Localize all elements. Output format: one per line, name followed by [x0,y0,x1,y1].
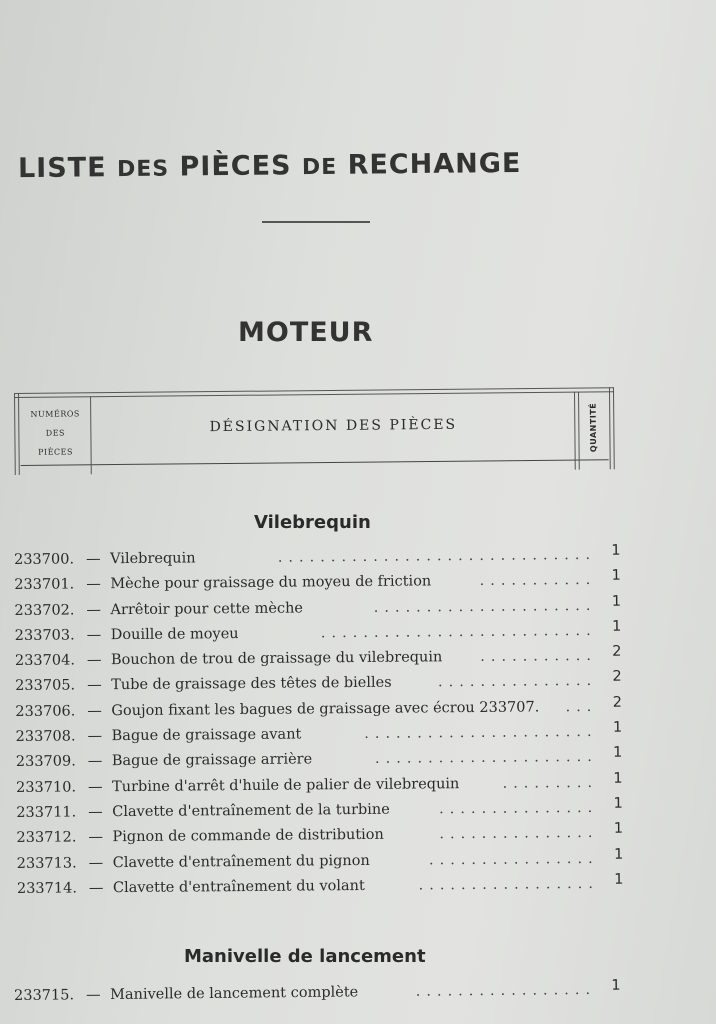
part-quantity: 1 [613,795,623,812]
leader-dots: .............................. [277,546,597,566]
leader-dots: ......... [502,774,599,792]
leader-dots: ................. [418,875,599,894]
part-name: Bague de graissage avant [111,726,302,745]
part-dash: — [86,576,101,593]
part-row [14,977,626,1014]
table-header [14,387,615,475]
leader-dots: ............... [437,673,598,691]
leader-dots: .......................... [320,622,597,642]
part-dash: — [85,987,101,1004]
header-designation-column: DÉSIGNATION DES PIÈCES [209,416,458,436]
part-dash: — [87,677,102,694]
header-bottom-border [21,459,609,466]
part-quantity: 2 [612,669,622,686]
part-name: Tube de graissage des têtes de bielles [111,675,392,694]
part-dash: — [87,728,103,745]
leader-dots: ........... [480,648,598,666]
part-quantity: 1 [613,820,624,838]
header-column-separator [574,392,580,470]
part-number: 233714. [16,880,77,897]
title-word-5: RECHANGE [347,147,522,181]
header-right-border [609,387,615,469]
part-name: Arrêtoir pour cette mèche [110,600,304,618]
part-name: Bouchon de trou de graissage du vilebrequin [110,649,443,669]
title-word-3: PIÈCES [179,150,292,183]
leader-dots: ...................... [364,723,598,743]
part-dash: — [85,551,101,568]
section-heading: MOTEUR [238,317,374,348]
parts-list-vilebrequin [14,542,629,906]
part-number: 233706. [15,703,76,720]
part-dash: — [88,880,104,897]
part-quantity: 1 [611,977,621,994]
part-quantity: 1 [613,846,624,863]
part-number: 233709. [15,753,76,771]
part-name: Pignon de commande de distribution [112,827,384,846]
part-number: 233711. [16,804,77,821]
header-quantite-label: QUANTITÉ [588,402,599,453]
part-dash: — [86,601,102,618]
part-name: Clavette d'entraînement de la turbine [112,801,390,821]
part-number: 233705. [15,677,76,695]
part-number: 233712. [16,829,77,847]
part-dash: — [86,627,102,644]
part-number: 233713. [16,855,77,872]
part-name: Turbine d'arrêt d'huile de palier de vilebrequin [111,775,460,795]
header-numeros-line: PIÈCES [38,447,74,457]
leader-dots: ................ [428,850,599,868]
title-divider [262,221,370,223]
leader-dots: ................. [415,981,597,1000]
header-left-border [14,393,20,475]
group-heading-manivelle: Manivelle de lancement [184,946,426,967]
leader-dots: ..................... [373,597,597,616]
part-quantity: 1 [614,871,624,888]
part-quantity: 1 [611,542,621,559]
part-name: Vilebrequin [109,550,196,568]
part-name: Clavette d'entraînement du volant [112,877,365,897]
header-quantite-column [580,397,607,457]
leader-dots: ..................... [374,749,598,768]
part-number: 233708. [15,728,76,746]
part-number: 233710. [15,779,77,796]
header-numeros-column [22,404,89,462]
part-name: Clavette d'entraînement du pignon [112,852,370,871]
leader-dots: ... [565,698,598,715]
title-word-4: DE [301,154,338,181]
leader-dots: ............... [439,799,599,818]
part-number: 233701. [14,576,75,594]
parts-list-manivelle [14,977,626,1014]
part-number: 233715. [14,987,75,1004]
header-top-border [14,387,614,398]
group-heading-vilebrequin: Vilebrequin [254,512,371,533]
part-number: 233704. [14,652,75,670]
page-title [18,147,618,184]
part-quantity: 2 [612,643,622,660]
part-quantity: 1 [611,568,621,585]
header-numeros-line: NUMÉROS [30,409,80,419]
part-name: Mèche pour graissage du moyeu de friction [110,573,432,593]
header-column-separator [90,396,92,474]
part-dash: — [86,652,102,669]
part-dash: — [88,854,104,871]
leader-dots: ........... [479,572,597,590]
header-numeros-line: DES [45,428,66,438]
part-name: Douille de moyeu [110,625,239,644]
part-quantity: 1 [612,719,623,736]
part-quantity: 1 [613,745,623,762]
title-word-1: LISTE [17,152,107,185]
part-number: 233702. [14,602,75,619]
part-quantity: 2 [612,694,623,711]
part-dash: — [88,829,104,846]
part-name: Goujon fixant les bagues de graissage avec écrou 233707. [111,699,540,719]
part-quantity: 1 [613,770,623,787]
part-name: Manivelle de lancement complète [109,984,359,1003]
title-word-2: DES [116,156,170,183]
part-dash: — [87,778,103,796]
part-dash: — [88,804,103,821]
part-quantity: 1 [611,593,622,610]
part-quantity: 1 [611,618,622,635]
part-number: 233703. [14,627,75,644]
part-row [16,871,629,907]
part-dash: — [87,703,102,720]
part-name: Bague de graissage arrière [111,751,313,770]
leader-dots: ............... [439,825,599,843]
part-number: 233700. [14,551,75,568]
part-dash: — [87,753,103,770]
